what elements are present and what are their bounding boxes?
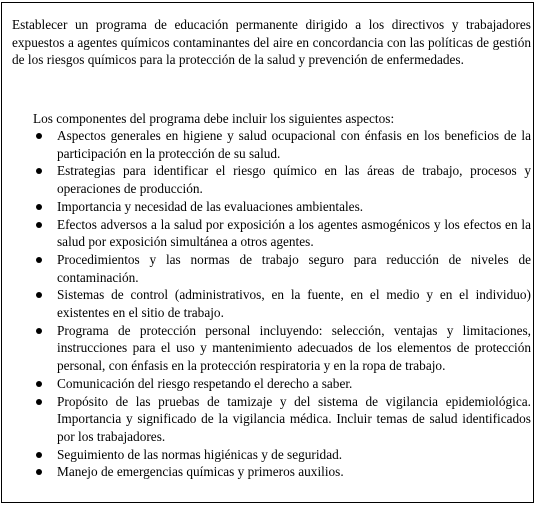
intro-paragraph: Establecer un programa de educación permanente dirigido a los directivos y trabajadores expuestos a agentes químicos contaminantes del aire en concordancia con las políticas de gestión de los riesgos químicos para la protección de la salud y prevención de enfermedades. <box>12 17 531 68</box>
document-box <box>1 2 534 503</box>
list-item <box>2 216 531 251</box>
list-item-text: Manejo de emergencias químicas y primeros auxilios. <box>57 464 344 480</box>
list-item <box>2 127 531 162</box>
aspects-list <box>2 127 535 481</box>
components-intro: Los componentes del programa debe incluir los siguientes aspectos: <box>33 111 395 126</box>
list-item-text: Efectos adversos a la salud por exposición a los agentes asmogénicos y los efectos en la salud por exposición simultánea a otros agentes. <box>57 216 531 250</box>
list-item-text: Programa de protección personal incluyendo: selección, ventajas y limitaciones, instrucciones para el uso y mantenimiento adecuados de los elementos de protección personal, con énfasis en la protección respiratoria y en la ropa de trabajo. <box>57 322 531 374</box>
list-item-text: Aspectos generales en higiene y salud ocupacional con énfasis en los beneficios de la participación en la protección de su salud. <box>57 128 531 161</box>
list-item <box>2 286 531 321</box>
list-item-text: Seguimiento de las normas higiénicas y de seguridad. <box>57 446 343 462</box>
list-item <box>2 393 531 446</box>
list-item <box>2 463 531 481</box>
list-item-text: Sistemas de control (administrativos, en la fuente, en el medio y en el individuo) existentes en el sitio de trabajo. <box>57 287 531 321</box>
list-item <box>2 375 531 393</box>
list-item <box>2 198 531 216</box>
list-item-text: Comunicación del riesgo respetando el derecho a saber. <box>57 375 353 391</box>
list-item <box>2 322 531 375</box>
list-item-text: Propósito de las pruebas de tamizaje y del sistema de vigilancia epidemiológica. Importancia y significado de la vigilancia médica. Incluir temas de salud identificados por los trabajadores. <box>57 393 531 444</box>
list-item-text: Procedimientos y las normas de trabajo seguro para reducción de niveles de contaminación. <box>57 251 531 285</box>
list-item <box>2 251 531 286</box>
list-item <box>2 446 531 464</box>
list-item-text: Estrategias para identificar el riesgo químico en las áreas de trabajo, procesos y operaciones de producción. <box>57 163 531 197</box>
list-item <box>2 162 531 197</box>
list-item-text: Importancia y necesidad de las evaluaciones ambientales. <box>57 198 364 214</box>
